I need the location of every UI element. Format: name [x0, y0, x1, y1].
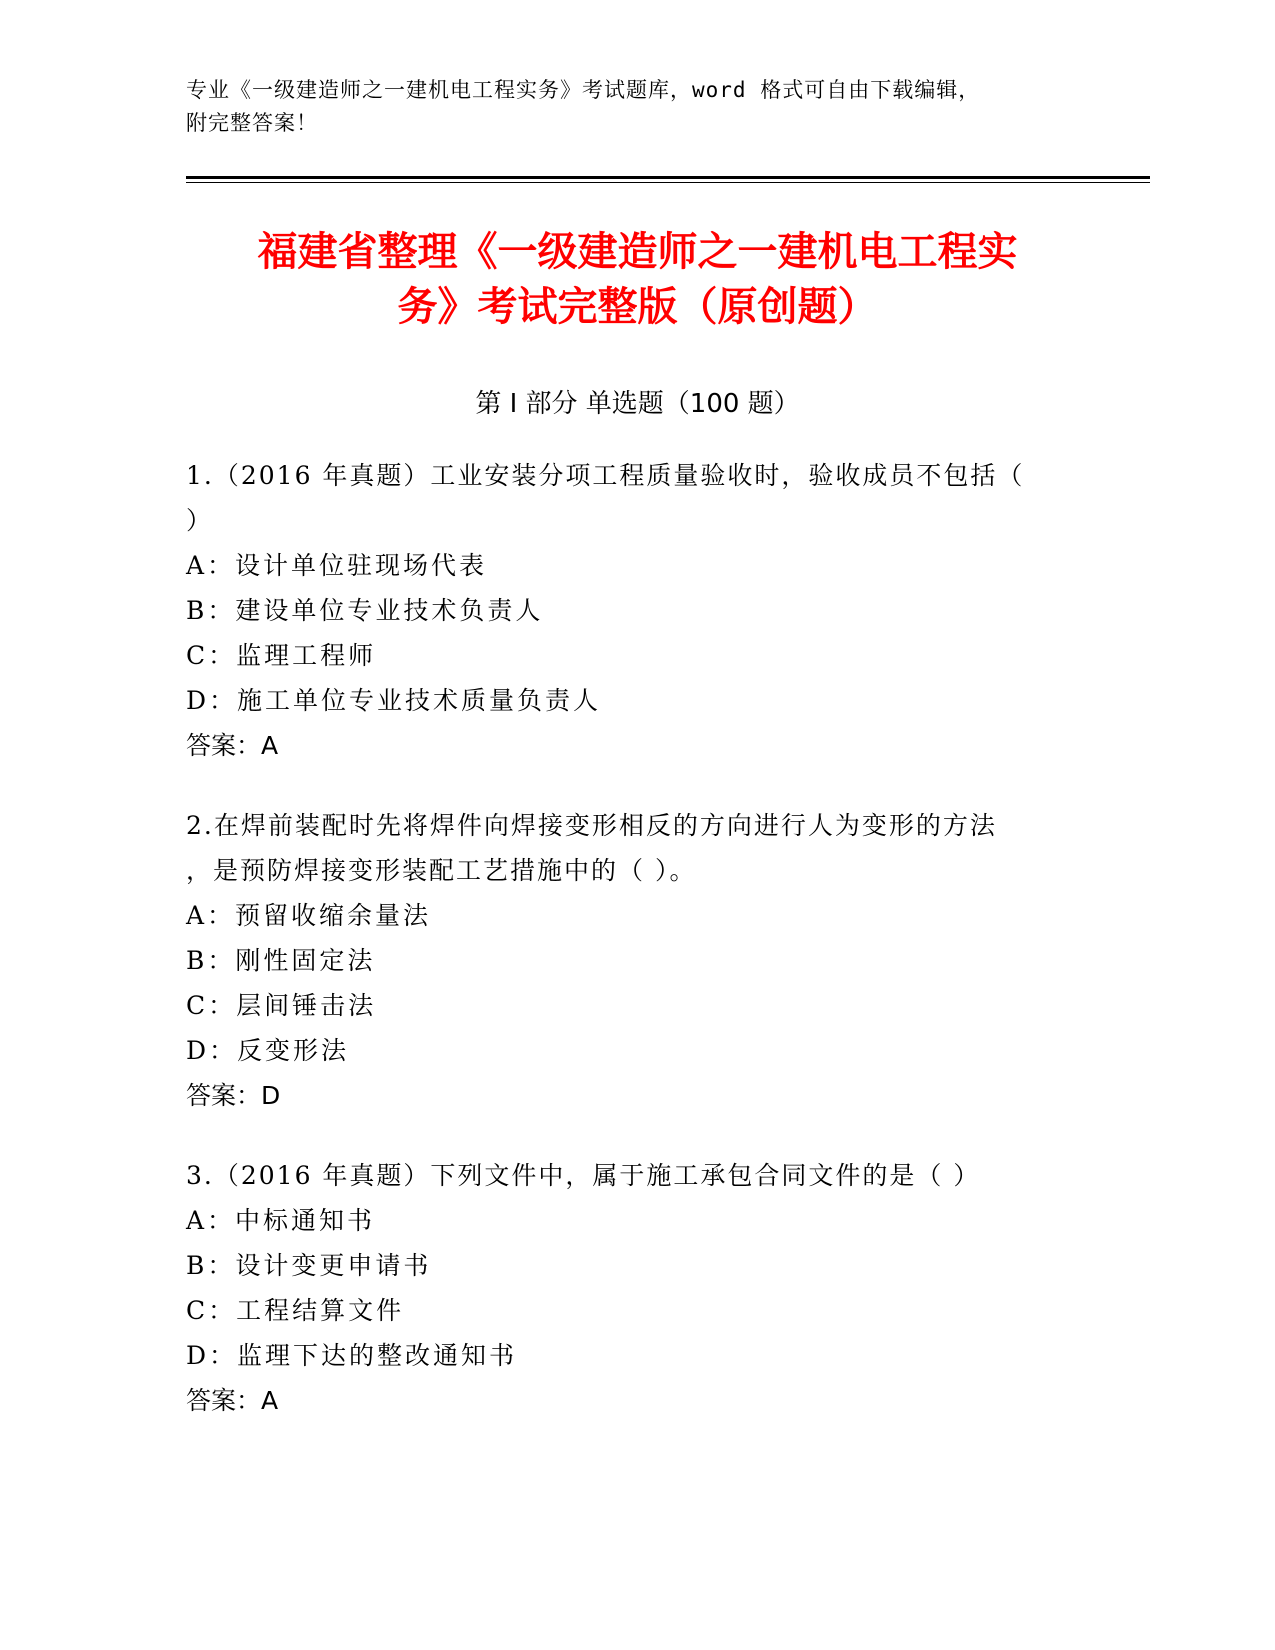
question-3	[186, 1153, 1086, 1423]
option-c: C：监理工程师	[186, 641, 377, 670]
question-stem-line-1: 2.在焊前装配时先将焊件向焊接变形相反的方向进行人为变形的方法	[186, 811, 997, 840]
option-b: B：设计变更申请书	[186, 1251, 432, 1280]
option-b: B：建设单位专业技术负责人	[186, 596, 544, 625]
question-2	[186, 803, 1086, 1118]
option-a: A：设计单位驻现场代表	[186, 551, 488, 580]
option-c: C：层间锤击法	[186, 991, 377, 1020]
option-c: C：工程结算文件	[186, 1296, 405, 1325]
question-stem-line-1: 1.（2016 年真题）工业安装分项工程质量验收时，验收成员不包括（	[186, 461, 1025, 490]
document-title	[150, 225, 1125, 335]
header-rule-thin	[186, 182, 1150, 183]
option-a: A：预留收缩余量法	[186, 901, 432, 930]
document-title-line-2: 务》考试完整版（原创题）	[397, 284, 878, 330]
option-d: D：监理下达的整改通知书	[186, 1341, 518, 1370]
option-b: B：刚性固定法	[186, 946, 376, 975]
question-stem-line-1: 3.（2016 年真题）下列文件中，属于施工承包合同文件的是（ ）	[186, 1161, 981, 1190]
question-stem-line-2: ）	[186, 506, 214, 535]
header-note-line-2: 附完整答案！	[186, 111, 318, 135]
question-1	[186, 453, 1086, 768]
document-title-line-1: 福建省整理《一级建造师之一建机电工程实	[257, 229, 1018, 275]
question-stem-line-2: ，是预防焊接变形装配工艺措施中的（ ）。	[186, 856, 697, 885]
answer: 答案：A	[186, 1386, 279, 1415]
header-note-line-1: 专业《一级建造师之一建机电工程实务》考试题库，word 格式可自由下载编辑，	[186, 78, 981, 102]
option-a: A：中标通知书	[186, 1206, 376, 1235]
answer: 答案：A	[186, 731, 279, 760]
section-heading: 第 I 部分 单选题（100 题）	[475, 389, 800, 419]
option-d: D：反变形法	[186, 1036, 350, 1065]
option-d: D：施工单位专业技术质量负责人	[186, 686, 602, 715]
header-rule-thick	[186, 176, 1150, 179]
header-note	[186, 74, 1066, 140]
answer: 答案：D	[186, 1081, 281, 1110]
